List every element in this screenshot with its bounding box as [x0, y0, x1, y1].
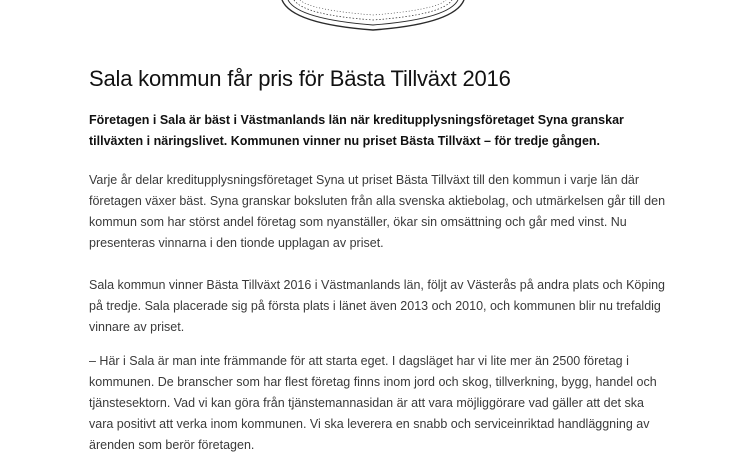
article-lead: Företagen i Sala är bäst i Västmanlands län när kreditupplysningsföretaget Syna granskar tillväxten i näringslivet. Kommunen vinner nu priset Bästa Tillväxt – för tredje gången.: [89, 113, 624, 148]
article-paragraph-2: Sala kommun vinner Bästa Tillväxt 2016 i Västmanlands län, följt av Västerås på andra plats och Köping på tredje. Sala placerade sig på första plats i länet även 2013 och 2010, och kommunen blir nu trefaldig vinnare av priset.: [89, 278, 666, 334]
logo-area: [0, 0, 746, 40]
article-paragraph-1: Varje år delar kreditupplysningsföretaget Syna ut priset Bästa Tillväxt till den kommun i varje län där företagen växer bäst. Syna granskar boksluten från alla svenska aktiebolag, och utmärkelsen går till den kommun som har störst andel företag som nyanställer, ökar sin omsättning och går med vinst. Nu presenteras vinnarna i den tionde upplagan av priset.: [89, 173, 666, 250]
article-title: Sala kommun får pris för Bästa Tillväxt 2016: [89, 66, 511, 91]
seal-logo-icon: [0, 0, 746, 40]
article-paragraph-quote: – Här i Sala är man inte främmande för att starta eget. I dagsläget har vi lite mer än 2500 företag i kommunen. De branscher som har flest företag finns inom jord och skog, tillverkning, bygg, handel och tjänstesektorn. Vad vi kan göra från tjänstemannasidan är att vara möjliggörare vad gäller att det ska vara positivt att verka inom kommunen. Vi ska leverera en snabb och serviceinriktad handläggning av ärenden som berör företagen.: [89, 354, 657, 452]
press-release: [89, 64, 669, 456]
